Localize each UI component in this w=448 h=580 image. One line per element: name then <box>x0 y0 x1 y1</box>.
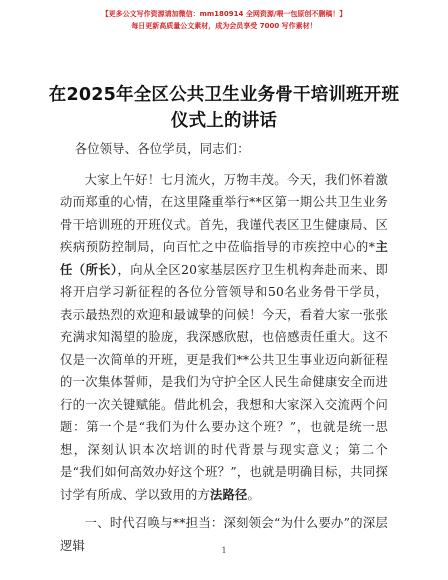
paragraph-bold-end: 法路径 <box>209 486 248 502</box>
section-heading: 一、时代召唤与**担当：深刻领会“为什么要办”的深层逻辑 <box>60 516 388 553</box>
document-body <box>60 138 388 557</box>
banner-line-1: 【更多公文写作资源请加微信：mm180914 全网资源/喂一包原创不删稿！】 <box>101 10 347 18</box>
paragraph-text-2: ，向从全区20家基层医疗卫生机构奔赴而来、即将开启学习新征程的各位分管领导和50名业务骨干学员，表示最热烈的欢迎和最诚挚的问候！今天，看着大家一张张充满求知渴望的脸庞，我深感欣慰，也倍感责任重大。这不仅是一次简单的开班，更是我们**公共卫生事业迈向新征程的一次集体誓师，是我们为守护全区人民生命健康安全而进行的一次关键赋能。借此机会，我想和大家深入交流两个问题：第一个是“我们为什么要办这个班？”，也就是统一思想，深刻认识本次培训的时代背景与现实意义；第二个是“我们如何高效办好这个班？”，也就是明确目标，共同探讨学有所成、学以致用的方 <box>60 262 388 502</box>
banner-line-2: 每日更新高质量公文素材，成为会员享受 7000 写作素材！ <box>131 22 317 30</box>
paragraph-bold-title: 主任（所长） <box>60 239 388 277</box>
header-banner <box>0 8 448 32</box>
paragraph-text-1: 大家上午好！七月流火，万物丰茂。今天，我们怀着激动而郑重的心情，在这里隆重举行**区第一期公共卫生业务骨干培训班的开班仪式。首先，我谨代表区卫生健康局、区疾病预防控制局，向百忙之中莅临指导的市疾控中心的* <box>60 172 388 254</box>
opening-paragraph <box>60 169 388 507</box>
greeting: 各位领导、各位学员，同志们： <box>74 142 250 156</box>
document-title: 在2025年全区公共卫生业务骨干培训班开班仪式上的讲话 <box>48 85 400 131</box>
page-number: 1 <box>221 546 227 555</box>
paragraph-end-punct: 。 <box>247 487 260 502</box>
